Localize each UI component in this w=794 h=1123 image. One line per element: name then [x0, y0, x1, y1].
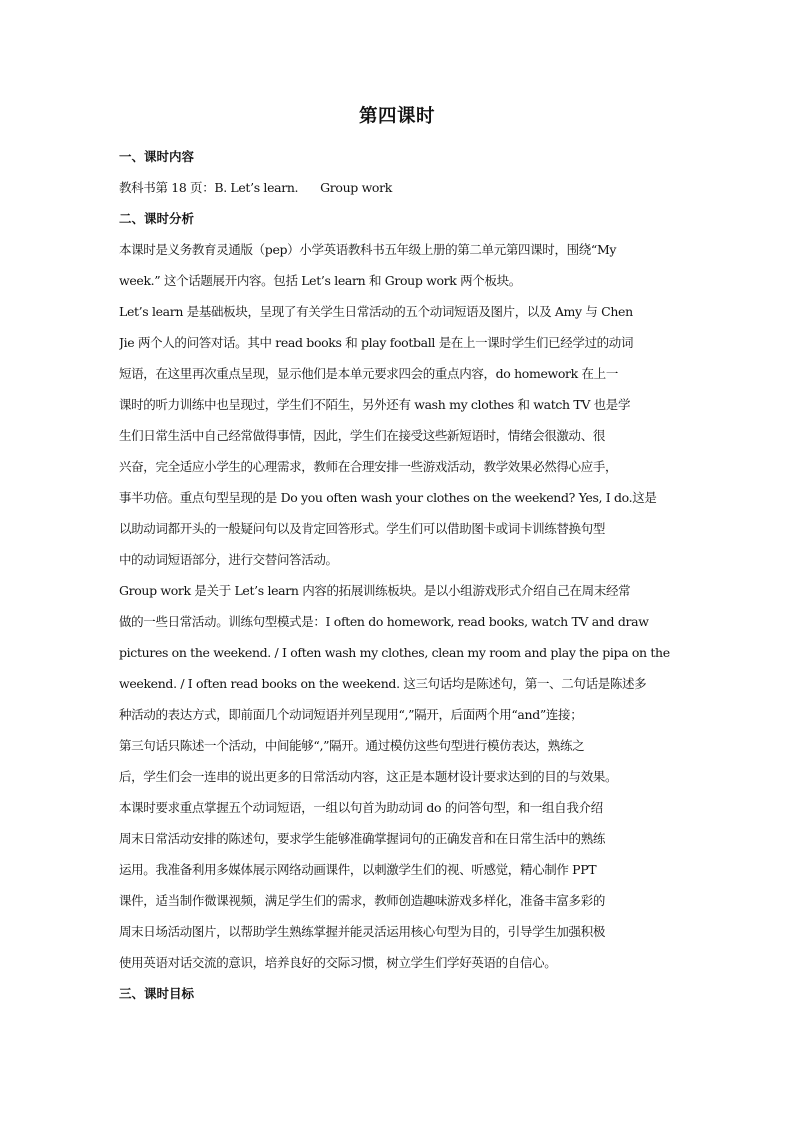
paragraph-line: week.” 这个话题展开内容。包括 Let’s learn 和 Group work 两个板块。 — [119, 273, 521, 288]
paragraph-line: 以助动词都开头的一般疑问句以及肯定回答形式。学生们可以借助图卡或词卡训练替换句型 — [119, 521, 606, 536]
document-body — [119, 141, 675, 1009]
paragraph-line: 中的动词短语部分，进行交替问答活动。 — [119, 552, 338, 567]
line-segment: Group work — [320, 180, 392, 195]
paragraph-line: weekend. / I often read books on the weekend. 这三句话均是陈述句，第一、二句话是陈述多 — [119, 676, 647, 691]
line-segment: 教科书第 18 页：B. Let’s learn. — [119, 180, 299, 195]
paragraph-line: Group work 是关于 Let’s learn 内容的拓展训练板块。是以小组游戏形式介绍自己在周末经常 — [119, 583, 631, 598]
paragraph-line: Let’s learn 是基础板块，呈现了有关学生日常活动的五个动词短语及图片，以及 Amy 与 Chen — [119, 304, 633, 319]
paragraph-line: 使用英语对话交流的意识，培养良好的交际习惯，树立学生们学好英语的自信心。 — [119, 955, 557, 970]
paragraph-line: pictures on the weekend. / I often wash my clothes, clean my room and play the pipa on the — [119, 645, 670, 660]
paragraph-line: 事半功倍。重点句型呈现的是 Do you often wash your clothes on the weekend? Yes, I do.这是 — [119, 490, 657, 505]
paragraph-line: 生们日常生活中自己经常做得事情，因此，学生们在接受这些新短语时，情绪会很激动、很 — [119, 428, 606, 443]
paragraph-line: 本课时要求重点掌握五个动词短语，一组以句首为助动词 do 的问答句型，和一组自我介绍 — [119, 800, 603, 815]
paragraph-line — [119, 172, 675, 203]
paragraph-line: 短语，在这里再次重点呈现，显示他们是本单元要求四会的重点内容，do homework 在上一 — [119, 366, 618, 381]
paragraph-line: Jie 两个人的问答对话。其中 read books 和 play football 是在上一课时学生们已经学过的动词 — [119, 335, 634, 350]
paragraph-line: 周末日场活动图片，以帮助学生熟练掌握并能灵活运用核心句型为目的，引导学生加强积极 — [119, 924, 606, 939]
paragraph-line: 课件，适当制作微课视频，满足学生们的需求，教师创造趣味游戏多样化，准备丰富多彩的 — [119, 893, 606, 908]
document-page — [119, 100, 675, 1009]
paragraph-line: 兴奋，完全适应小学生的心理需求，教师在合理安排一些游戏活动，教学效果必然得心应手， — [119, 459, 618, 474]
paragraph-line: 周末日常活动安排的陈述句，要求学生能够准确掌握词句的正确发音和在日常生活中的熟练 — [119, 831, 606, 846]
page-title: 第四课时 — [358, 106, 435, 127]
paragraph-line: 做的一些日常活动。训练句型模式是：I often do homework, read books, watch TV and draw — [119, 614, 649, 629]
section-heading: 二、课时分析 — [119, 211, 195, 226]
paragraph-line: 运用。我准备利用多媒体展示网络动画课件，以刺激学生们的视、听感觉，精心制作 PPT — [119, 862, 597, 877]
paragraph-line: 种活动的表达方式，即前面几个动词短语并列呈现用“,”隔开，后面两个用“and”连接； — [119, 707, 583, 722]
section-heading: 一、课时内容 — [119, 149, 195, 164]
paragraph-line: 课时的听力训练中也呈现过，学生们不陌生，另外还有 wash my clothes 和 watch TV 也是学 — [119, 397, 631, 412]
section-heading: 三、课时目标 — [119, 986, 195, 1001]
paragraph-line: 第三句话只陈述一个活动，中间能够“,”隔开。通过模仿这些句型进行模仿表达，熟练之 — [119, 738, 585, 753]
paragraph-line: 后，学生们会一连串的说出更多的日常活动内容，这正是本题材设计要求达到的目的与效果。 — [119, 769, 618, 784]
paragraph-line: 本课时是义务教育灵通版（pep）小学英语教科书五年级上册的第二单元第四课时，围绕“My — [119, 242, 617, 257]
